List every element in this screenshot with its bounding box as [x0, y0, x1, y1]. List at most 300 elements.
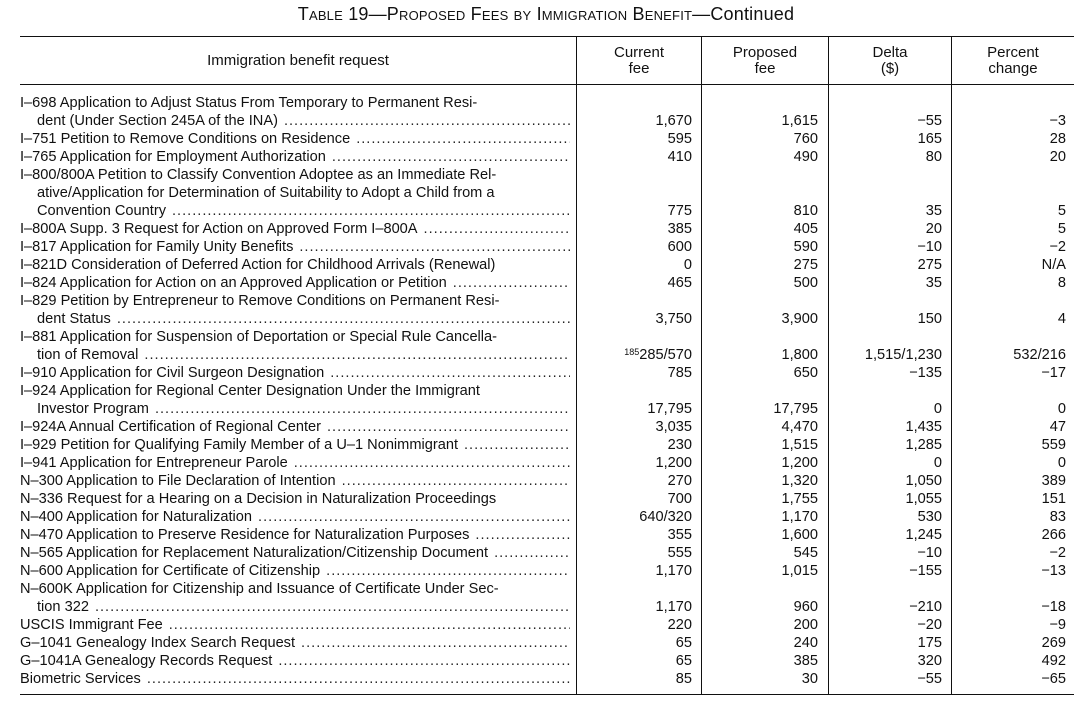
delta-value-text: 1,515/1,230	[864, 347, 942, 363]
percent-change	[951, 670, 1066, 688]
table-row	[20, 616, 1074, 634]
dot-leader	[95, 598, 570, 616]
request-description	[20, 364, 570, 382]
proposed-fee-text: 760	[793, 131, 818, 147]
current-fee-text: 270	[667, 473, 692, 489]
percent-change	[951, 400, 1066, 418]
proposed-fee-text: 1,800	[781, 347, 818, 363]
percent-change-text: 269	[1041, 635, 1066, 651]
current-fee	[576, 112, 692, 130]
current-fee-text: 1,670	[655, 113, 692, 129]
percent-change	[951, 148, 1066, 166]
proposed-fee-text: 490	[793, 149, 818, 165]
request-description	[20, 436, 570, 454]
dot-leader	[301, 634, 570, 652]
percent-change-text: 266	[1041, 527, 1066, 543]
percent-change	[951, 238, 1066, 256]
dot-leader	[327, 418, 570, 436]
proposed-fee	[701, 220, 818, 238]
percent-change	[951, 256, 1066, 274]
percent-change-text: 5	[1057, 221, 1066, 237]
percent-change-text: 0	[1057, 401, 1066, 417]
proposed-fee-text: 1,170	[781, 509, 818, 525]
description-line: I–824 Application for Action on an Approved Application or Petition	[20, 275, 447, 291]
description-line: I–924A Annual Certification of Regional Center	[20, 419, 321, 435]
table-row	[20, 166, 1074, 220]
description-line: Investor Program	[37, 401, 149, 417]
description-line: Convention Country	[37, 203, 166, 219]
header-current-fee: Current fee	[613, 43, 665, 77]
table-row	[20, 328, 1074, 364]
percent-change-text: −65	[1041, 671, 1066, 687]
percent-change	[951, 616, 1066, 634]
table-row	[20, 292, 1074, 328]
delta-value	[828, 436, 942, 454]
delta-value-text: 1,435	[905, 419, 942, 435]
description-line: I–829 Petition by Entrepreneur to Remove Conditions on Permanent Resi-	[20, 293, 500, 309]
delta-value	[828, 652, 942, 670]
current-fee	[576, 130, 692, 148]
dot-leader	[330, 364, 570, 382]
table-row	[20, 544, 1074, 562]
dot-leader	[155, 400, 570, 418]
percent-change	[951, 220, 1066, 238]
percent-change-text: −3	[1049, 113, 1066, 129]
current-fee-text: 17,795	[647, 401, 692, 417]
proposed-fee	[701, 490, 818, 508]
current-fee	[576, 202, 692, 220]
description-line: N–336 Request for a Hearing on a Decision in Naturalization Proceedings	[20, 491, 497, 507]
current-fee	[576, 562, 692, 580]
dot-leader	[147, 670, 570, 688]
proposed-fee-text: 500	[793, 275, 818, 291]
request-description	[20, 616, 570, 634]
table-row	[20, 130, 1074, 148]
footnote-marker: 185	[624, 347, 640, 357]
description-line: G–1041A Genealogy Records Request	[20, 653, 273, 669]
request-description	[20, 544, 570, 562]
percent-change-text: 0	[1057, 455, 1066, 471]
proposed-fee-text: 3,900	[781, 311, 818, 327]
proposed-fee	[701, 670, 818, 688]
proposed-fee-text: 200	[793, 617, 818, 633]
delta-value-text: 150	[917, 311, 942, 327]
proposed-fee	[701, 238, 818, 256]
delta-value	[828, 130, 942, 148]
dot-leader	[332, 148, 570, 166]
delta-value-text: −135	[909, 365, 942, 381]
current-fee-text: 355	[667, 527, 692, 543]
dot-leader	[294, 454, 570, 472]
delta-value	[828, 202, 942, 220]
request-description	[20, 238, 570, 256]
proposed-fee	[701, 310, 818, 328]
proposed-fee-text: 1,600	[781, 527, 818, 543]
percent-change	[951, 202, 1066, 220]
percent-change	[951, 562, 1066, 580]
description-line: I–910 Application for Civil Surgeon Designation	[20, 365, 325, 381]
request-description	[20, 418, 570, 436]
proposed-fee	[701, 472, 818, 490]
proposed-fee	[701, 616, 818, 634]
table-row	[20, 580, 1074, 616]
current-fee	[576, 148, 692, 166]
delta-value-text: 35	[925, 203, 942, 219]
dot-leader	[117, 310, 570, 328]
request-description	[20, 94, 570, 130]
proposed-fee-text: 650	[793, 365, 818, 381]
percent-change	[951, 598, 1066, 616]
delta-value	[828, 544, 942, 562]
current-fee-text: 230	[667, 437, 692, 453]
delta-value	[828, 238, 942, 256]
delta-value	[828, 454, 942, 472]
percent-change-text: N/A	[1041, 257, 1066, 273]
proposed-fee	[701, 436, 818, 454]
description-line: dent (Under Section 245A of the INA)	[37, 113, 278, 129]
header-rule	[20, 84, 1074, 85]
delta-value	[828, 490, 942, 508]
proposed-fee	[701, 418, 818, 436]
percent-change-text: −18	[1041, 599, 1066, 615]
current-fee	[576, 670, 692, 688]
request-description	[20, 130, 570, 148]
delta-value	[828, 508, 942, 526]
proposed-fee-text: 405	[793, 221, 818, 237]
delta-value-text: −155	[909, 563, 942, 579]
delta-value	[828, 598, 942, 616]
request-description	[20, 292, 570, 328]
proposed-fee	[701, 130, 818, 148]
percent-change	[951, 346, 1066, 364]
proposed-fee	[701, 364, 818, 382]
dot-leader	[172, 202, 570, 220]
proposed-fee-text: 1,615	[781, 113, 818, 129]
delta-value	[828, 472, 942, 490]
description-line: N–470 Application to Preserve Residence for Naturalization Purposes	[20, 527, 470, 543]
request-description	[20, 562, 570, 580]
description-line: N–600 Application for Certificate of Citizenship	[20, 563, 321, 579]
percent-change-text: −2	[1049, 239, 1066, 255]
table-row	[20, 472, 1074, 490]
delta-value-text: −55	[917, 671, 942, 687]
percent-change	[951, 112, 1066, 130]
current-fee-text: 65	[675, 635, 692, 651]
current-fee-text: 3,750	[655, 311, 692, 327]
description-line: Biometric Services	[20, 671, 141, 687]
proposed-fee	[701, 526, 818, 544]
request-description	[20, 508, 570, 526]
proposed-fee-text: 4,470	[781, 419, 818, 435]
table-row	[20, 364, 1074, 382]
current-fee-text: 220	[667, 617, 692, 633]
delta-value-text: 20	[925, 221, 942, 237]
dot-leader	[326, 562, 570, 580]
percent-change-text: 5	[1057, 203, 1066, 219]
description-line: I–817 Application for Family Unity Benefits	[20, 239, 294, 255]
percent-change	[951, 418, 1066, 436]
percent-change-text: 389	[1041, 473, 1066, 489]
proposed-fee-text: 385	[793, 653, 818, 669]
delta-value	[828, 526, 942, 544]
current-fee-text: 285/570	[639, 347, 692, 363]
table-row	[20, 508, 1074, 526]
dot-leader	[144, 346, 570, 364]
dot-leader	[169, 616, 570, 634]
percent-change-text: −2	[1049, 545, 1066, 561]
proposed-fee	[701, 148, 818, 166]
description-line: I–929 Petition for Qualifying Family Member of a U–1 Nonimmigrant	[20, 437, 458, 453]
dot-leader	[278, 652, 570, 670]
current-fee	[576, 472, 692, 490]
current-fee	[576, 634, 692, 652]
proposed-fee-text: 240	[793, 635, 818, 651]
percent-change-text: 47	[1049, 419, 1066, 435]
current-fee-text: 3,035	[655, 419, 692, 435]
delta-value-text: 1,285	[905, 437, 942, 453]
dot-leader	[284, 112, 570, 130]
request-description	[20, 148, 570, 166]
table-row	[20, 418, 1074, 436]
current-fee-text: 1,200	[655, 455, 692, 471]
proposed-fee	[701, 112, 818, 130]
current-fee-text: 385	[667, 221, 692, 237]
description-line: tion 322	[37, 599, 89, 615]
proposed-fee-text: 1,320	[781, 473, 818, 489]
description-line: I–698 Application to Adjust Status From Temporary to Permanent Resi-	[20, 95, 478, 111]
proposed-fee-text: 960	[793, 599, 818, 615]
current-fee	[576, 436, 692, 454]
current-fee	[576, 238, 692, 256]
request-description	[20, 256, 570, 274]
description-line: ative/Application for Determination of Suitability to Adopt a Child from a	[37, 185, 495, 201]
current-fee	[576, 454, 692, 472]
percent-change	[951, 508, 1066, 526]
description-line: I–924 Application for Regional Center Designation Under the Immigrant	[20, 383, 480, 399]
proposed-fee-text: 17,795	[773, 401, 818, 417]
current-fee	[576, 544, 692, 562]
percent-change	[951, 130, 1066, 148]
delta-value	[828, 112, 942, 130]
current-fee	[576, 274, 692, 292]
delta-value	[828, 400, 942, 418]
header-proposed-fee: Proposed fee	[732, 43, 798, 77]
current-fee	[576, 652, 692, 670]
request-description	[20, 382, 570, 418]
proposed-fee	[701, 562, 818, 580]
delta-value-text: 175	[917, 635, 942, 651]
percent-change	[951, 490, 1066, 508]
table-row	[20, 382, 1074, 418]
current-fee	[576, 418, 692, 436]
percent-change	[951, 652, 1066, 670]
delta-value-text: −55	[917, 113, 942, 129]
table-row	[20, 454, 1074, 472]
header-request: Immigration benefit request	[207, 51, 389, 69]
percent-change-text: 559	[1041, 437, 1066, 453]
current-fee-text: 640/320	[639, 509, 692, 525]
percent-change-text: −9	[1049, 617, 1066, 633]
description-line: tion of Removal	[37, 347, 139, 363]
table-row	[20, 490, 1074, 508]
percent-change	[951, 436, 1066, 454]
description-line: I–941 Application for Entrepreneur Parole	[20, 455, 288, 471]
proposed-fee-text: 1,755	[781, 491, 818, 507]
current-fee	[576, 220, 692, 238]
current-fee-text: 1,170	[655, 599, 692, 615]
dot-leader	[299, 238, 570, 256]
proposed-fee-text: 545	[793, 545, 818, 561]
percent-change-text: 151	[1041, 491, 1066, 507]
table-row	[20, 670, 1074, 688]
request-description	[20, 490, 570, 508]
percent-change	[951, 544, 1066, 562]
percent-change	[951, 526, 1066, 544]
percent-change	[951, 634, 1066, 652]
current-fee	[576, 490, 692, 508]
delta-value-text: −10	[917, 239, 942, 255]
delta-value-text: 165	[917, 131, 942, 147]
table-row	[20, 94, 1074, 130]
delta-value-text: 1,245	[905, 527, 942, 543]
proposed-fee	[701, 634, 818, 652]
proposed-fee	[701, 400, 818, 418]
table-row	[20, 562, 1074, 580]
current-fee-text: 65	[675, 653, 692, 669]
request-description	[20, 166, 570, 220]
current-fee	[576, 508, 692, 526]
current-fee-text: 785	[667, 365, 692, 381]
current-fee	[576, 598, 692, 616]
delta-value	[828, 148, 942, 166]
table-title	[0, 4, 1092, 25]
delta-value	[828, 634, 942, 652]
current-fee	[576, 346, 692, 364]
current-fee-text: 595	[667, 131, 692, 147]
request-description	[20, 328, 570, 364]
description-line: N–600K Application for Citizenship and Issuance of Certificate Under Sec-	[20, 581, 499, 597]
delta-value	[828, 220, 942, 238]
request-description	[20, 580, 570, 616]
description-line: I–800/800A Petition to Classify Convention Adoptee as an Immediate Rel-	[20, 167, 497, 183]
delta-value	[828, 274, 942, 292]
delta-value-text: 275	[917, 257, 942, 273]
current-fee	[576, 526, 692, 544]
percent-change	[951, 454, 1066, 472]
description-line: I–821D Consideration of Deferred Action for Childhood Arrivals (Renewal)	[20, 257, 496, 273]
dot-leader	[475, 526, 570, 544]
current-fee	[576, 310, 692, 328]
percent-change	[951, 364, 1066, 382]
delta-value-text: 35	[925, 275, 942, 291]
dot-leader	[464, 436, 570, 454]
table-row	[20, 256, 1074, 274]
description-line: N–300 Application to File Declaration of Intention	[20, 473, 336, 489]
current-fee-text: 555	[667, 545, 692, 561]
proposed-fee	[701, 598, 818, 616]
percent-change	[951, 310, 1066, 328]
proposed-fee	[701, 544, 818, 562]
description-line: I–881 Application for Suspension of Deportation or Special Rule Cancella-	[20, 329, 498, 345]
percent-change-text: 83	[1049, 509, 1066, 525]
proposed-fee	[701, 274, 818, 292]
dot-leader	[356, 130, 570, 148]
current-fee-text: 1,170	[655, 563, 692, 579]
delta-value	[828, 256, 942, 274]
table-row	[20, 148, 1074, 166]
delta-value-text: 80	[925, 149, 942, 165]
current-fee-text: 465	[667, 275, 692, 291]
request-description	[20, 670, 570, 688]
current-fee	[576, 364, 692, 382]
percent-change	[951, 472, 1066, 490]
delta-value-text: −20	[917, 617, 942, 633]
proposed-fee	[701, 346, 818, 364]
description-line: USCIS Immigrant Fee	[20, 617, 163, 633]
current-fee-text: 600	[667, 239, 692, 255]
proposed-fee-text: 1,515	[781, 437, 818, 453]
table-row	[20, 652, 1074, 670]
table-row	[20, 526, 1074, 544]
delta-value	[828, 670, 942, 688]
delta-value-text: 0	[933, 455, 942, 471]
proposed-fee-text: 810	[793, 203, 818, 219]
dot-leader	[258, 508, 570, 526]
request-description	[20, 220, 570, 238]
proposed-fee	[701, 256, 818, 274]
percent-change-text: 20	[1049, 149, 1066, 165]
delta-value	[828, 418, 942, 436]
bottom-rule	[20, 694, 1074, 695]
request-description	[20, 274, 570, 292]
current-fee-text: 700	[667, 491, 692, 507]
percent-change-text: 28	[1049, 131, 1066, 147]
current-fee	[576, 616, 692, 634]
table-row	[20, 220, 1074, 238]
header-delta: Delta ($)	[872, 43, 908, 77]
percent-change-text: 532/216	[1013, 347, 1066, 363]
current-fee-text: 0	[683, 257, 692, 273]
percent-change-text: 8	[1057, 275, 1066, 291]
proposed-fee-text: 275	[793, 257, 818, 273]
current-fee	[576, 400, 692, 418]
percent-change-text: 492	[1041, 653, 1066, 669]
delta-value-text: 320	[917, 653, 942, 669]
request-description	[20, 454, 570, 472]
request-description	[20, 526, 570, 544]
description-line: I–765 Application for Employment Authorization	[20, 149, 326, 165]
delta-value-text: −210	[909, 599, 942, 615]
current-fee-text: 85	[675, 671, 692, 687]
description-line: I–800A Supp. 3 Request for Action on Approved Form I–800A	[20, 221, 418, 237]
percent-change-text: −17	[1041, 365, 1066, 381]
delta-value-text: 530	[917, 509, 942, 525]
current-fee-text: 410	[667, 149, 692, 165]
percent-change	[951, 274, 1066, 292]
current-fee-text: 775	[667, 203, 692, 219]
table-row	[20, 436, 1074, 454]
dot-leader	[453, 274, 570, 292]
description-line: dent Status	[37, 311, 111, 327]
dot-leader	[494, 544, 570, 562]
proposed-fee	[701, 454, 818, 472]
header-percent-change: Percent change	[987, 43, 1039, 77]
description-line: N–565 Application for Replacement Naturalization/Citizenship Document	[20, 545, 489, 561]
delta-value	[828, 562, 942, 580]
delta-value-text: −10	[917, 545, 942, 561]
description-line: N–400 Application for Naturalization	[20, 509, 253, 525]
delta-value	[828, 364, 942, 382]
